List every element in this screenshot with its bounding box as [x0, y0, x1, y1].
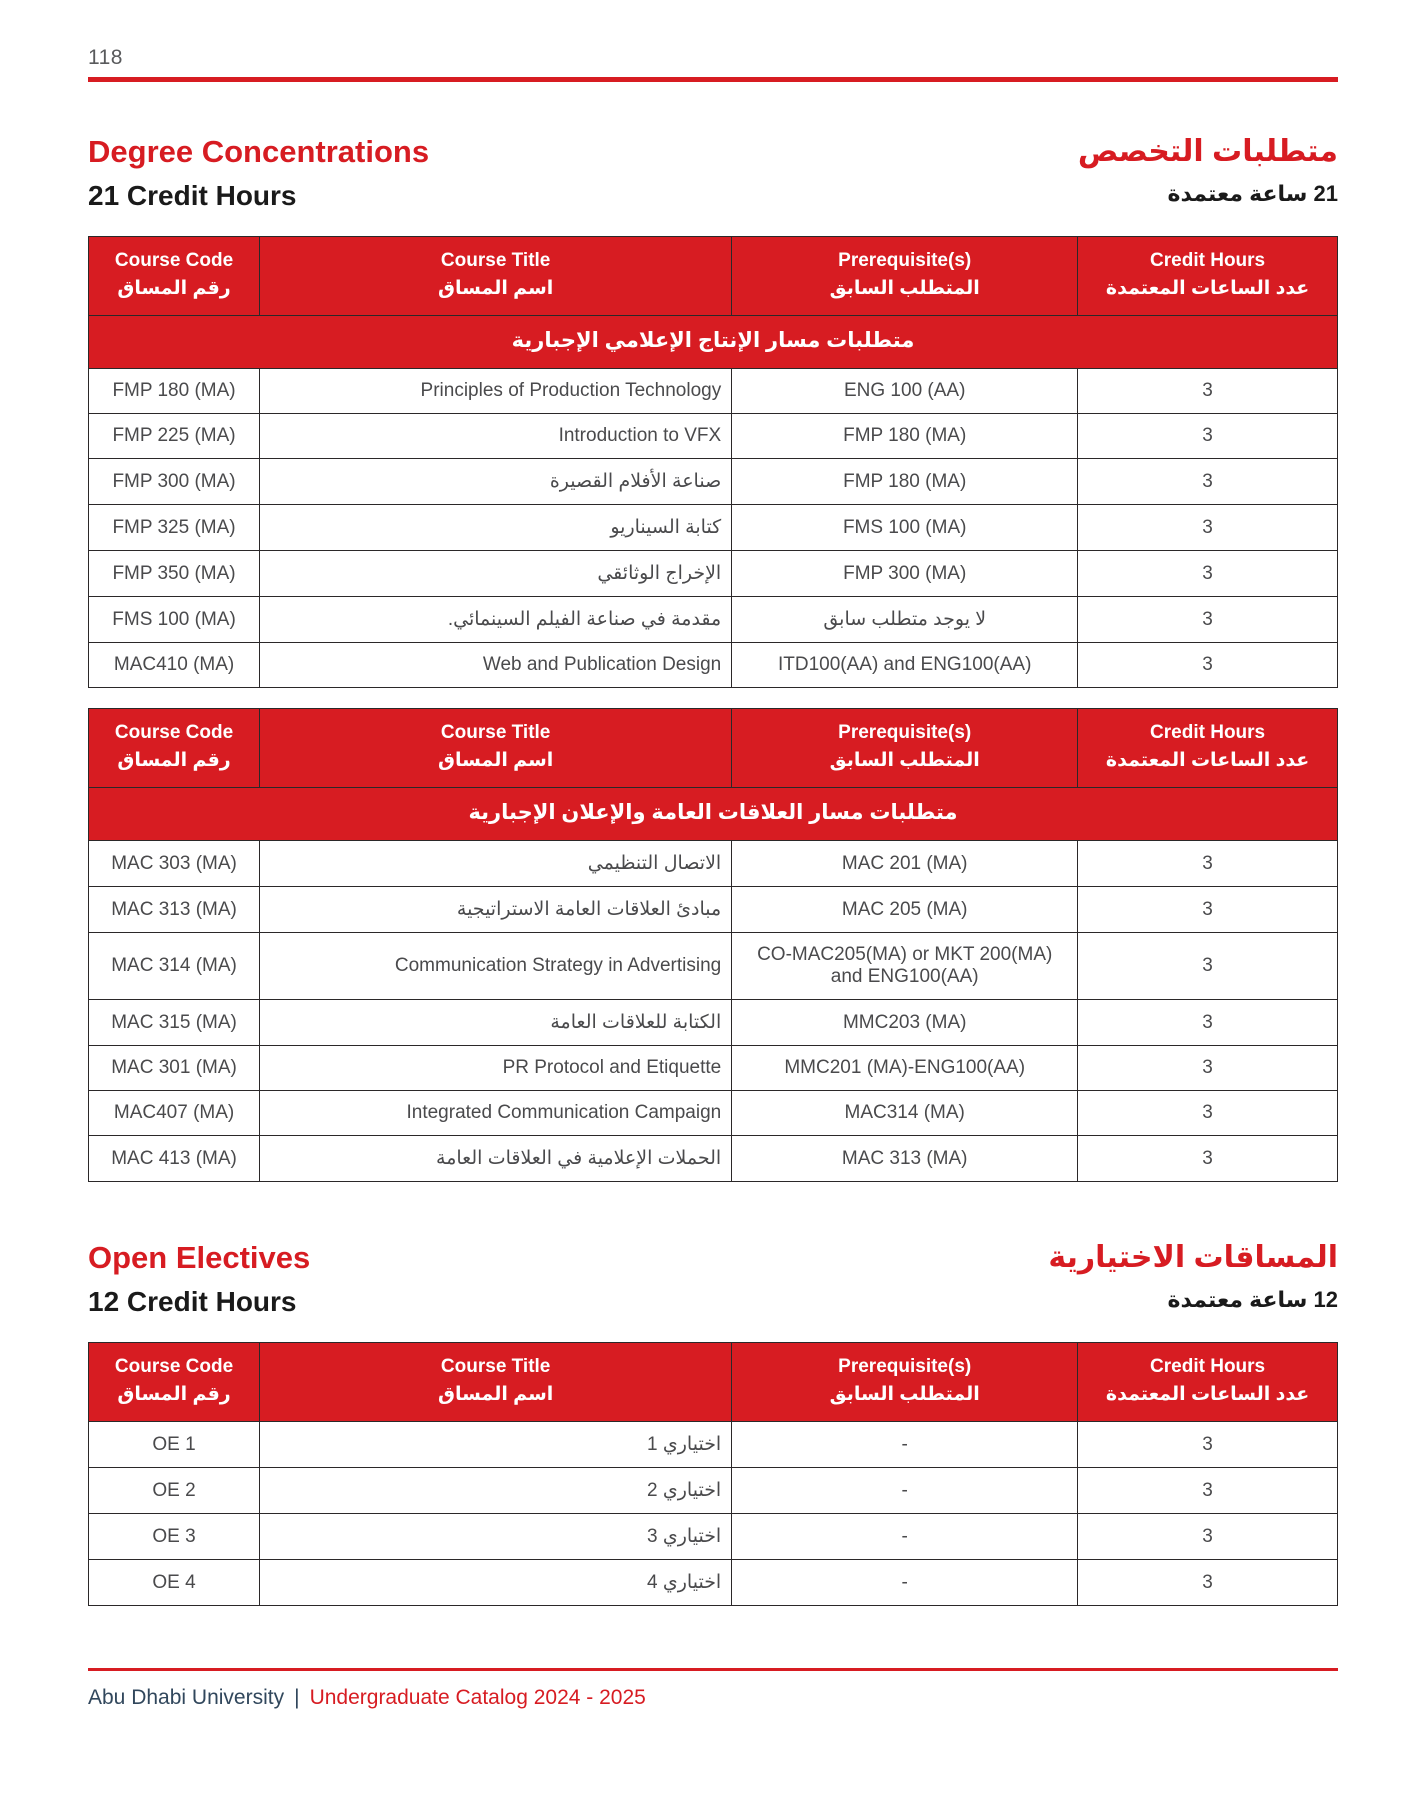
course-code-cell: MAC 301 (MA) — [89, 1046, 260, 1091]
prerequisites-cell: FMS 100 (MA) — [732, 505, 1078, 551]
course-code-cell: OE 1 — [89, 1422, 260, 1468]
column-header-course-title — [260, 709, 732, 788]
section-open-electives-heading — [88, 1240, 1338, 1318]
column-header-english-label: Credit Hours — [1150, 250, 1266, 271]
column-header-prerequisites — [732, 1343, 1078, 1422]
prerequisites-cell: لا يوجد متطلب سابق — [732, 597, 1078, 643]
course-row — [89, 887, 1338, 933]
column-header-arabic-label: عدد الساعات المعتمدة — [1105, 1383, 1310, 1405]
section-credits-ar: 21 ساعة معتمدة — [1167, 181, 1338, 206]
course-title-cell: مقدمة في صناعة الفيلم السينمائي. — [260, 597, 732, 643]
prerequisites-cell: FMP 300 (MA) — [732, 551, 1078, 597]
course-row — [89, 369, 1338, 414]
pr-advertising-track-table — [88, 708, 1338, 1182]
course-title-cell: Principles of Production Technology — [260, 369, 732, 414]
course-title-cell: صناعة الأفلام القصيرة — [260, 459, 732, 505]
prerequisites-cell: FMP 180 (MA) — [732, 414, 1078, 459]
track-subheader-row — [89, 788, 1338, 841]
section-title-en: Open Electives — [88, 1240, 311, 1276]
course-row — [89, 643, 1338, 688]
prerequisites-cell: MAC 205 (MA) — [732, 887, 1078, 933]
column-header-prerequisites — [732, 709, 1078, 788]
course-code-cell: FMP 180 (MA) — [89, 369, 260, 414]
course-title-cell: الحملات الإعلامية في العلاقات العامة — [260, 1136, 732, 1182]
credit-hours-cell: 3 — [1078, 841, 1338, 887]
course-row — [89, 505, 1338, 551]
course-code-cell: FMS 100 (MA) — [89, 597, 260, 643]
credit-hours-cell: 3 — [1078, 643, 1338, 688]
course-row — [89, 1422, 1338, 1468]
column-header-arabic-label: عدد الساعات المعتمدة — [1105, 749, 1310, 771]
course-table — [88, 236, 1338, 688]
course-code-cell: FMP 300 (MA) — [89, 459, 260, 505]
section-credits-ar: 12 ساعة معتمدة — [1167, 1287, 1338, 1313]
course-code-cell: FMP 325 (MA) — [89, 505, 260, 551]
table-header-row — [89, 709, 1338, 788]
column-header-english-label: Course Code — [114, 722, 234, 744]
column-header-credit-hours — [1078, 1343, 1338, 1422]
table-header-row — [89, 1343, 1338, 1422]
section-heading-arabic — [1048, 1240, 1338, 1313]
credit-hours-cell: 3 — [1078, 1046, 1338, 1091]
course-code-cell: MAC410 (MA) — [89, 643, 260, 688]
course-row — [89, 1000, 1338, 1046]
prerequisites-cell: ENG 100 (AA) — [732, 369, 1078, 414]
credit-hours-cell: 3 — [1078, 1514, 1338, 1560]
section-credits-en: 21 Credit Hours — [88, 180, 297, 211]
course-code-cell: OE 4 — [89, 1560, 260, 1606]
track-subheader-row — [89, 316, 1338, 369]
prerequisites-cell: MMC201 (MA)-ENG100(AA) — [732, 1046, 1078, 1091]
course-code-cell: MAC407 (MA) — [89, 1091, 260, 1136]
column-header-course-code — [89, 709, 260, 788]
column-header-english-label: Prerequisite(s) — [838, 250, 972, 271]
credit-hours-cell: 3 — [1078, 1091, 1338, 1136]
course-row — [89, 1468, 1338, 1514]
course-row — [89, 1091, 1338, 1136]
footer-separator: | — [294, 1686, 300, 1710]
course-title-cell: Communication Strategy in Advertising — [260, 933, 732, 1000]
course-title-cell: Integrated Communication Campaign — [260, 1091, 732, 1136]
section-heading-english — [88, 1240, 310, 1318]
column-header-arabic-label: رقم المساق — [117, 277, 231, 299]
column-header-english-label: Course Title — [440, 1356, 551, 1378]
column-header-arabic-label: اسم المساق — [438, 277, 554, 299]
prerequisites-cell: MAC 201 (MA) — [732, 841, 1078, 887]
prerequisites-cell: FMP 180 (MA) — [732, 459, 1078, 505]
course-table — [88, 1342, 1338, 1606]
course-row — [89, 414, 1338, 459]
credit-hours-cell: 3 — [1078, 1468, 1338, 1514]
prerequisites-cell: MMC203 (MA) — [732, 1000, 1078, 1046]
column-header-arabic-label: المتطلب السابق — [829, 1383, 980, 1405]
course-code-cell: MAC 413 (MA) — [89, 1136, 260, 1182]
course-table — [88, 708, 1338, 1182]
credit-hours-cell: 3 — [1078, 1560, 1338, 1606]
column-header-english-label: Course Title — [440, 250, 551, 271]
credit-hours-cell: 3 — [1078, 887, 1338, 933]
column-header-course-code — [89, 1343, 260, 1422]
table-header-row — [89, 237, 1338, 316]
credit-hours-cell: 3 — [1078, 933, 1338, 1000]
course-row — [89, 841, 1338, 887]
column-header-english-label: Prerequisite(s) — [838, 722, 972, 744]
column-header-english-label: Course Title — [440, 722, 551, 744]
column-header-credit-hours — [1078, 237, 1338, 316]
credit-hours-cell: 3 — [1078, 369, 1338, 414]
column-header-arabic-label: المتطلب السابق — [829, 749, 980, 771]
prerequisites-cell: MAC 313 (MA) — [732, 1136, 1078, 1182]
credit-hours-cell: 3 — [1078, 459, 1338, 505]
column-header-course-title — [260, 1343, 732, 1422]
credit-hours-cell: 3 — [1078, 414, 1338, 459]
column-header-course-code — [89, 237, 260, 316]
course-code-cell: FMP 350 (MA) — [89, 551, 260, 597]
course-row — [89, 1560, 1338, 1606]
course-row — [89, 1136, 1338, 1182]
section-credits-en: 12 Credit Hours — [88, 1286, 297, 1318]
section-degree-concentrations-heading — [88, 134, 1338, 212]
credit-hours-cell: 3 — [1078, 1000, 1338, 1046]
course-title-cell: الكتابة للعلاقات العامة — [260, 1000, 732, 1046]
course-code-cell: MAC 313 (MA) — [89, 887, 260, 933]
prerequisites-cell: - — [732, 1560, 1078, 1606]
course-title-cell: الاتصال التنظيمي — [260, 841, 732, 887]
course-row — [89, 551, 1338, 597]
media-production-track-table — [88, 236, 1338, 688]
course-title-cell: Web and Publication Design — [260, 643, 732, 688]
course-code-cell: OE 3 — [89, 1514, 260, 1560]
course-title-cell: اختياري 4 — [260, 1560, 732, 1606]
column-header-prerequisites — [732, 237, 1078, 316]
course-row — [89, 597, 1338, 643]
credit-hours-cell: 3 — [1078, 1422, 1338, 1468]
column-header-credit-hours — [1078, 709, 1338, 788]
track-subheader-label: متطلبات مسار الإنتاج الإعلامي الإجبارية — [89, 316, 1338, 369]
course-code-cell: MAC 315 (MA) — [89, 1000, 260, 1046]
section-title-ar: المساقات الاختيارية — [1048, 1241, 1338, 1275]
credit-hours-cell: 3 — [1078, 1136, 1338, 1182]
course-title-cell: اختياري 3 — [260, 1514, 732, 1560]
top-divider-rule — [88, 77, 1338, 82]
course-title-cell: PR Protocol and Etiquette — [260, 1046, 732, 1091]
course-code-cell: MAC 303 (MA) — [89, 841, 260, 887]
section-title-ar: متطلبات التخصص — [1077, 135, 1338, 168]
prerequisites-cell: ITD100(AA) and ENG100(AA) — [732, 643, 1078, 688]
course-title-cell: كتابة السيناريو — [260, 505, 732, 551]
course-code-cell: MAC 314 (MA) — [89, 933, 260, 1000]
course-row — [89, 459, 1338, 505]
page-number: 118 — [88, 46, 123, 69]
column-header-english-label: Course Code — [114, 250, 234, 271]
course-row — [89, 1046, 1338, 1091]
course-title-cell: اختياري 1 — [260, 1422, 732, 1468]
footer-catalog-title: Undergraduate Catalog 2024 - 2025 — [309, 1686, 646, 1710]
prerequisites-cell: CO-MAC205(MA) or MKT 200(MA) and ENG100(AA) — [732, 933, 1078, 1000]
course-title-cell: اختياري 2 — [260, 1468, 732, 1514]
credit-hours-cell: 3 — [1078, 597, 1338, 643]
column-header-arabic-label: عدد الساعات المعتمدة — [1105, 277, 1310, 299]
column-header-english-label: Prerequisite(s) — [838, 1356, 972, 1378]
footer-university-name: Abu Dhabi University — [88, 1686, 285, 1710]
course-row — [89, 1514, 1338, 1560]
column-header-arabic-label: رقم المساق — [117, 1383, 231, 1405]
section-heading-arabic — [1078, 134, 1338, 207]
column-header-english-label: Course Code — [114, 1356, 234, 1378]
track-subheader-label: متطلبات مسار العلاقات العامة والإعلان الإجبارية — [89, 788, 1338, 841]
column-header-arabic-label: اسم المساق — [438, 749, 554, 771]
prerequisites-cell: MAC314 (MA) — [732, 1091, 1078, 1136]
column-header-course-title — [260, 237, 732, 316]
course-code-cell: FMP 225 (MA) — [89, 414, 260, 459]
column-header-arabic-label: رقم المساق — [117, 749, 231, 771]
prerequisites-cell: - — [732, 1514, 1078, 1560]
credit-hours-cell: 3 — [1078, 551, 1338, 597]
prerequisites-cell: - — [732, 1468, 1078, 1514]
course-title-cell: مبادئ العلاقات العامة الاستراتيجية — [260, 887, 732, 933]
column-header-english-label: Credit Hours — [1150, 722, 1266, 744]
course-title-cell: Introduction to VFX — [260, 414, 732, 459]
column-header-arabic-label: المتطلب السابق — [829, 277, 980, 299]
footer-divider-rule — [88, 1668, 1338, 1671]
course-code-cell: OE 2 — [89, 1468, 260, 1514]
section-title-en: Degree Concentrations — [88, 134, 430, 169]
open-electives-table — [88, 1342, 1338, 1606]
course-row — [89, 933, 1338, 1000]
section-heading-english — [88, 134, 429, 212]
column-header-arabic-label: اسم المساق — [438, 1383, 554, 1405]
column-header-english-label: Credit Hours — [1150, 1356, 1266, 1378]
prerequisites-cell: - — [732, 1422, 1078, 1468]
course-title-cell: الإخراج الوثائقي — [260, 551, 732, 597]
credit-hours-cell: 3 — [1078, 505, 1338, 551]
footer — [88, 1686, 1338, 1710]
